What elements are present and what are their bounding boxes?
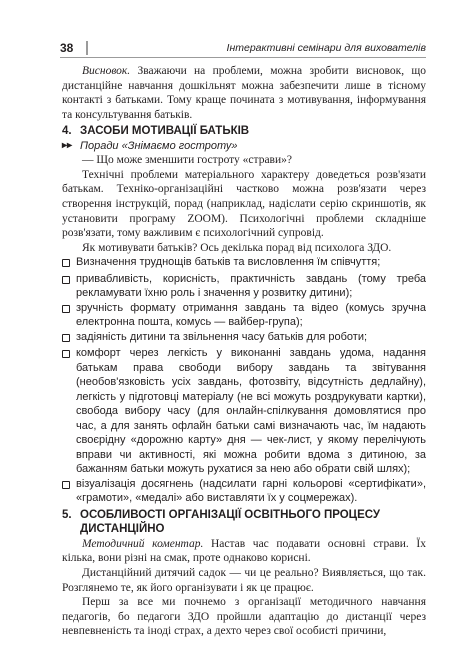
checkbox-bullet-icon [62, 477, 76, 506]
tip-title: Поради «Знімаємо гостроту» [80, 139, 238, 152]
section-5-heading [62, 508, 426, 537]
header-divider [86, 41, 88, 55]
header-rule [60, 57, 426, 58]
list-item: Визначення труднощів батьків та висловлення їм співчуття; [62, 255, 426, 272]
list-item: зручність формату отримання завдань та відео (комусь зручна електронна пошта, комусь — вайбер-група); [62, 301, 426, 330]
list-item: задіяність дитини та звільнення часу батьків для роботи; [62, 330, 426, 347]
running-title: Інтерактивні семінари для вихователів [226, 42, 426, 54]
checkbox-bullet-icon [62, 346, 76, 477]
section-5-number: 5. [62, 508, 72, 521]
bullet-list [62, 255, 426, 506]
conclusion-paragraph [62, 64, 426, 122]
conclusion-lead: Висновок. [82, 65, 131, 77]
page-body [62, 64, 426, 639]
paragraph-technical: Технічні проблеми матеріального характеру доведеться розв'язати батькам. Техніко-організаційні частково можна розв'язати через створення інструкцій, порад (наприклад, надіслати серію скриншотів, як установити програму ZOOM). Психологічні проблеми складніше розв'язати, тому важливим є психологічний супровід. [62, 168, 426, 240]
checkbox-bullet-icon [62, 330, 76, 347]
method-paragraph [62, 537, 426, 566]
checkbox-bullet-icon [62, 255, 76, 272]
section-4-heading [62, 124, 426, 139]
section-4-title: ЗАСОБИ МОТИВАЦІЇ БАТЬКІВ [80, 125, 250, 138]
list-item: привабливість, корисність, практичність завдань (тому треба рекламувати їхню роль і значення у розвитку дитини); [62, 272, 426, 301]
method-text: Настав час подавати основні страви. Їх кілька, вони різні на смак, проте однаково корисні. [62, 537, 426, 565]
list-item: візуалізація досягнень (надсилати гарні кольорові «сертифікати», «грамоти», «медалі» або виставляти їх у соцмережах). [62, 477, 426, 506]
double-arrow-icon: ▸▸ [62, 139, 73, 151]
motivate-intro: Як мотивувати батьків? Ось декілька порад від психолога ЗДО. [82, 241, 392, 254]
page-header [58, 40, 426, 56]
checkbox-bullet-icon [62, 272, 76, 301]
conclusion-text: Зважаючи на проблеми, можна зробити висновок, що дистанційне навчання дошкільнят можна забезпечити лише в тісному контакті з батьками. Тому краще почината з мотивування, інформування та консультування батьків. [62, 65, 426, 121]
method-lead: Методичний коментар. [82, 537, 204, 550]
distance-paragraph: Дистанційний дитячий садок — чи це реально? Виявляється, що так. Розглянемо те, як його організувати і як це працює. [62, 566, 426, 594]
checkbox-bullet-icon [62, 301, 76, 330]
page-number: 38 [60, 41, 74, 55]
first-paragraph: Перш за все ми почнемо з організації методичного навчання педагогів, бо педагоги ЗДО пройшли адаптацію до дистанції через невпевненість та іноді страх, а дехто через свої особисті причини, [62, 596, 426, 638]
section-5-title: ОСОБЛИВОСТІ ОРГАНІЗАЦІЇ ОСВІТНЬОГО ПРОЦЕСУ ДИСТАНЦІЙНО [80, 508, 381, 536]
tip-heading [62, 139, 426, 154]
list-item: комфорт через легкість у виконанні завдань удома, надання батькам права свободи вибору завдань та звітування (необов'язковість усіх завдань, фотозвіту, відсутність дедлайну), легкість у підготовці матеріалу (не всі можуть роздрукувати картки), свобода вибору часу (для онлайн-спілкування домовлятися про час, а для занять офлайн батьки самі визначають час, їм надають своєрідну «дорожню карту» дня — чек-лист, у якому перелічують вправи чи активності, які можна робити вдома з дитиною, за бажанням батьки можуть рухатися за нею або обрати свій шлях); [62, 346, 426, 477]
section-4-number: 4. [62, 125, 72, 138]
question-line: — Що може зменшити гостроту «страви»? [82, 154, 292, 167]
